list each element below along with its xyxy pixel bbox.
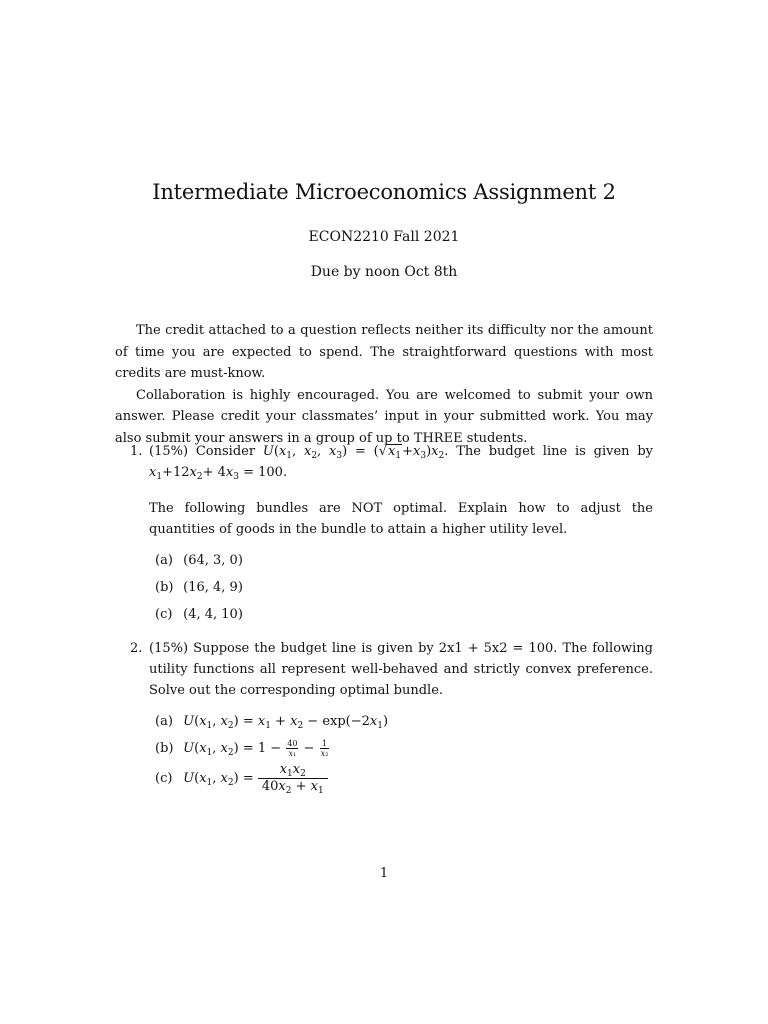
question-1-lead: Consider (195, 444, 256, 459)
item-formula: $U(x_1$, $x_2$) = $\frac{x_1x_2}{40x_2 + x_1}$ (183, 771, 328, 786)
list-item (155, 762, 328, 795)
question-1 (130, 441, 653, 483)
question-1-credit: (15%) (149, 444, 189, 459)
item-label: (a) (155, 553, 173, 568)
question-2-text (149, 638, 653, 701)
item-label: (c) (155, 771, 173, 786)
question-2-body: Suppose the budget line is given by 2x1 + 5x2 = 100. The following utility functions all represent well-behaved and strictly convex preference. Solve out the corresponding optimal bundle. (149, 641, 653, 698)
item-formula: $U(x_1$, $x_2) = 1$ − $\frac{40}{\text{x₁}}$ − $\frac{1}{\text{x₂}}$ (183, 739, 329, 758)
item-label: (a) (155, 714, 173, 729)
question-1-budget-lead: . The budget line is given by (444, 444, 654, 459)
question-2-number: 2. (130, 641, 143, 656)
due-date: Due by noon Oct 8th (310, 264, 458, 280)
list-item (155, 607, 243, 622)
item-value: (16, 4, 9) (183, 580, 243, 595)
item-label: (b) (155, 741, 174, 756)
question-2 (130, 638, 653, 701)
question-1-number: 1. (130, 444, 143, 459)
question-1-utility-formula: $U(x_1$, $x_2$, $x_3) = (√x_1+x_3)x_2$ (262, 444, 445, 461)
question-1-text (149, 441, 653, 483)
question-1-budget-formula: $x_1+12x_2+ 4x_3 = 100$. (149, 465, 288, 482)
intro-section (115, 320, 653, 449)
page-number: 1 (379, 866, 389, 881)
intro-paragraph-1: The credit attached to a question reflects neither its difficulty nor the amount of time you are expected to spend. The straightforward questions with most credits are must-know. (115, 323, 653, 381)
item-value: (4, 4, 10) (183, 607, 243, 622)
question-1-instructions: The following bundles are NOT optimal. Explain how to adjust the quantities of goods in the bundle to attain a higher utility level. (149, 501, 653, 537)
list-item (155, 553, 243, 568)
question-2-credit: (15%) (149, 641, 189, 656)
item-formula: $U(x_1$, $x_2) = x_1 + x_2 - \exp(-2x_1)$ (183, 714, 389, 731)
document-title: Intermediate Microeconomics Assignment 2 (152, 180, 616, 204)
item-label: (c) (155, 607, 173, 622)
intro-paragraph-2: Collaboration is highly encouraged. You are welcomed to submit your own answer. Please credit your classmates’ input in your submitted work. You may also submit your answers in a group of up to THREE students. (115, 387, 653, 446)
item-label: (b) (155, 580, 174, 595)
list-item (155, 714, 388, 729)
list-item (155, 580, 243, 595)
item-value: (64, 3, 0) (183, 553, 243, 568)
course-line: ECON2210 Fall 2021 (308, 229, 460, 245)
list-item (155, 739, 330, 758)
